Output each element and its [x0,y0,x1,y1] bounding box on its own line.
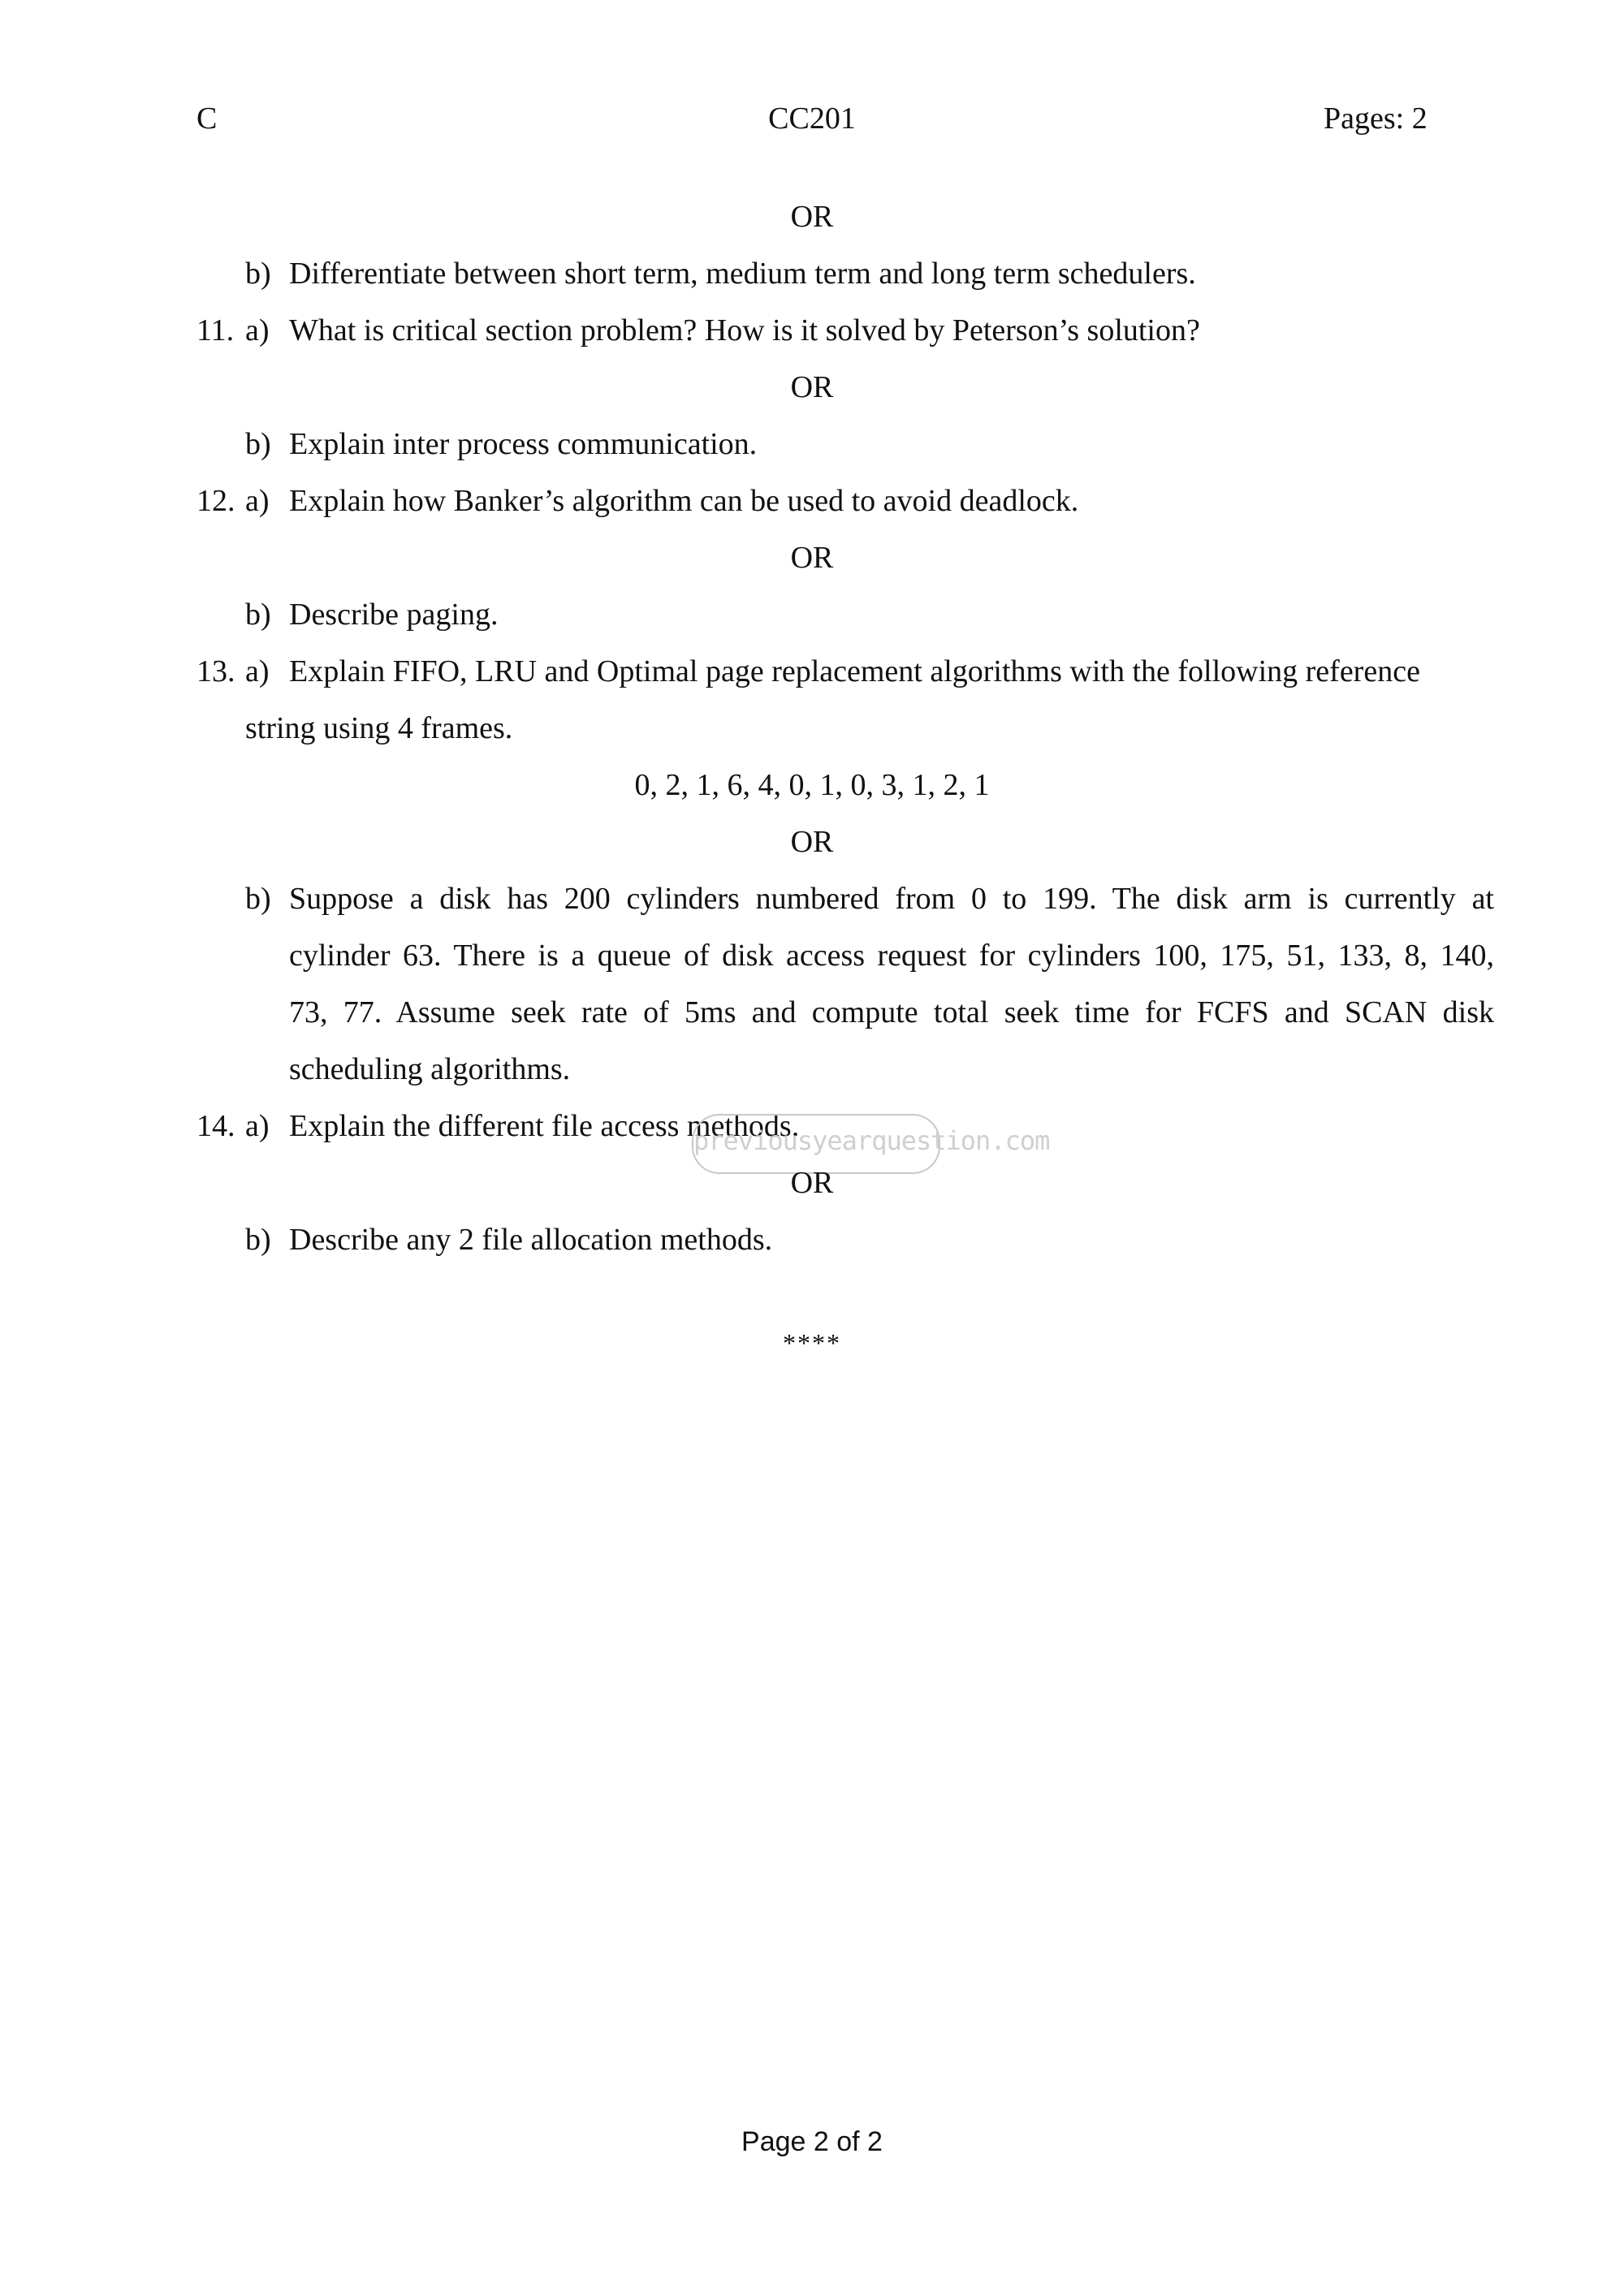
question-label: a) [245,654,270,688]
page-footer: Page 2 of 2 [741,2126,883,2157]
question-number: 14. [197,1109,235,1143]
question-text-line: scheduling algorithms. [289,1052,571,1086]
question-label: b) [245,257,271,291]
question-label: b) [245,882,271,916]
header-series: C [197,101,218,136]
question-text: Explain how Banker’s algorithm can be used to avoid deadlock. [289,484,1079,518]
question-text: Differentiate between short term, medium term and long term schedulers. [289,257,1196,291]
question-label: b) [245,598,271,632]
watermark-text: previousyearquestion.com [693,1125,1050,1156]
question-label: a) [245,484,270,518]
question-number: 12. [197,484,235,518]
question-13b-text [289,870,1494,1098]
question-label: b) [245,1223,271,1257]
question-text-line2: string using 4 frames. [245,711,513,745]
question-text: Explain the different file access methods. [289,1109,800,1143]
question-text-line1: Explain FIFO, LRU and Optimal page replacement algorithms with the following reference [289,654,1420,688]
question-text-line: cylinder 63. There is a queue of disk access request for cylinders 100, 175, 51, 133, 8, 140, [289,939,1494,973]
or-separator: OR [790,1166,834,1200]
or-separator: OR [790,541,834,575]
question-text-line: Suppose a disk has 200 cylinders numbered from 0 to 199. The disk arm is currently at [289,882,1494,916]
question-number: 13. [197,654,235,688]
question-text-line: 73, 77. Assume seek rate of 5ms and compute total seek time for FCFS and SCAN disk [289,995,1494,1029]
end-of-paper-mark: **** [783,1328,841,1357]
header-pages: Pages: 2 [1324,101,1427,136]
question-label: b) [245,427,271,461]
question-text: Describe any 2 file allocation methods. [289,1223,773,1257]
question-text: What is critical section problem? How is it solved by Peterson’s solution? [289,313,1200,347]
or-separator: OR [790,200,834,234]
question-text: Explain inter process communication. [289,427,758,461]
or-separator: OR [790,370,834,404]
reference-string: 0, 2, 1, 6, 4, 0, 1, 0, 3, 1, 2, 1 [634,768,990,802]
header-course-code: CC201 [768,101,856,136]
question-label: a) [245,1109,270,1143]
or-separator: OR [790,825,834,859]
question-label: a) [245,313,270,347]
question-number: 11. [197,313,235,347]
question-text: Describe paging. [289,598,499,632]
